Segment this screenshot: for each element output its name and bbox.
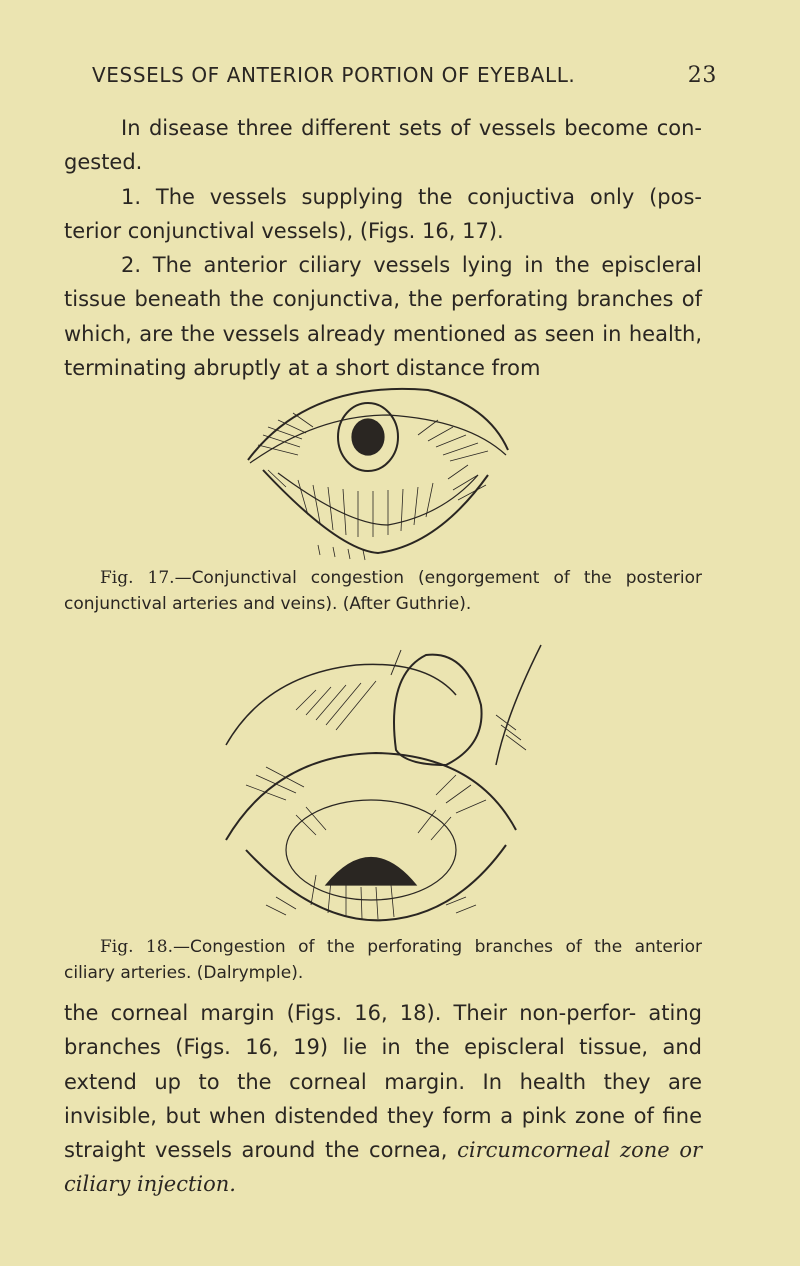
figure-17-illustration <box>238 375 518 565</box>
page-number: 23 <box>687 63 717 88</box>
list-item-2: 2. The anterior ciliary vessels lying in the episcleral tissue beneath the conjunctiva, the perforating branches of which, are the vessels already mentioned as seen in health, terminating abruptly at a short distance from <box>64 253 702 381</box>
figure-17-label: Fig. 17. <box>100 568 175 588</box>
emphasis-term: circumcorneal zone or ciliary injection. <box>64 1138 702 1197</box>
list-item-1: 1. The vessels supplying the conjuctiva only (pos- terior conjunctival vessels), (Figs. 16, 17). <box>64 184 702 243</box>
header-title: VESSELS OF ANTERIOR PORTION OF EYEBALL. <box>92 63 576 87</box>
figure-18-illustration <box>196 635 556 935</box>
figure-17-caption-text: —Conjunctival congestion (engorgement of the posterior conjunctival arteries and veins). (After Guthrie). <box>64 568 703 614</box>
figure-17-caption <box>64 565 702 617</box>
figure-18-caption-text: —Congestion of the perforating branches of the anterior ciliary arteries. (Dalrymple). <box>64 937 702 983</box>
intro-paragraph: In disease three different sets of vessels become con- gested. <box>64 116 702 175</box>
figure-18-caption <box>64 934 702 986</box>
body-text-bottom <box>64 996 702 1202</box>
body-text-top <box>64 111 702 385</box>
continuation-text: the corneal margin (Figs. 16, 18). Their non-perfor- ating branches (Figs. 16, 19) lie in the episcleral tissue, and extend up to the corneal margin. In health they are invisible, but when distended they form a pink zone of fine straight vessels around the cornea, <box>64 1001 702 1163</box>
running-header <box>92 63 717 93</box>
figure-18-label: Fig. 18. <box>100 937 173 957</box>
continuation-paragraph <box>64 996 702 1202</box>
